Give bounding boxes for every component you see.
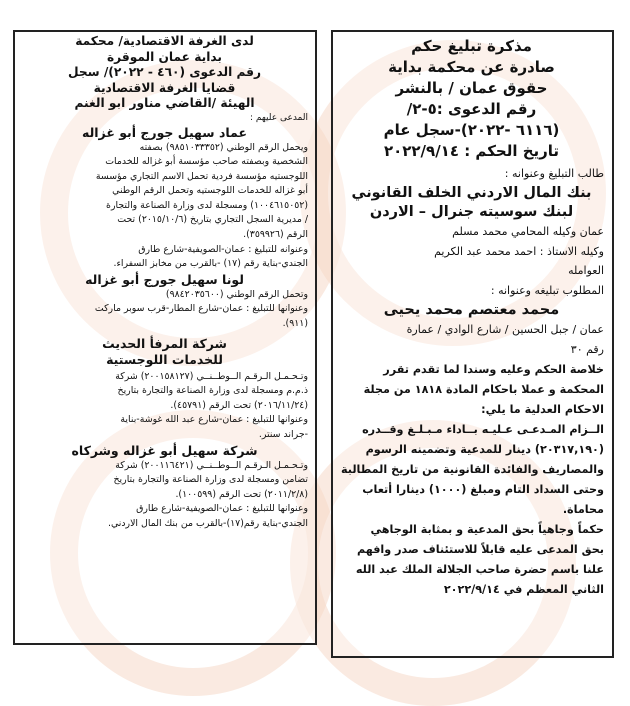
title-line: لدى الغرفة الاقتصادية/ محكمة bbox=[75, 34, 254, 48]
name-line: بنك المال الاردني الخلف القانوني bbox=[351, 184, 592, 201]
defendant-details bbox=[21, 459, 308, 532]
address-line: الجندي-بناية رقم (١٧) -بالقرب من مخابز السفراء. bbox=[113, 258, 308, 270]
target-name: محمد معتصم محمد يحيى bbox=[383, 301, 560, 318]
summary-line: الاحكام العدلية ما يلي: bbox=[481, 402, 604, 416]
title-line: صادرة عن محكمة بداية bbox=[388, 58, 555, 76]
defendant-name: لونا سهيل جورج أبو غزاله bbox=[85, 271, 244, 287]
detail-line: وتحمل الرقم الوطني (٩٨٤٢٠٣٥٦٠٠) bbox=[165, 288, 308, 300]
ruling-line: (٢٠٣١٧,١٩٠) دينار للمدعية وتضمينه الرسوم bbox=[365, 442, 604, 456]
agent-line: عمان وكيله المحامي محمد مسلم bbox=[452, 224, 604, 238]
address-line: وعنوانها للتبليغ : عمان-شارع عبد الله غوشة-بناية bbox=[120, 414, 308, 426]
name-line: للخدمات اللوجستية bbox=[106, 351, 223, 367]
ruling-line: محاماة. bbox=[562, 502, 604, 516]
judgment-notice-box bbox=[331, 30, 614, 658]
detail-line: وعنوانها للتبليغ : عمان-شارع المطار-قرب سوبر ماركت bbox=[94, 303, 308, 315]
agent-line: العوامله bbox=[568, 264, 604, 278]
agent-line: وكيله الاستاذ : احمد محمد عبد الكريم bbox=[434, 244, 604, 258]
detail-line: (٢٠١٦/١١/٢٤) تحت الرقم (٤٥٧٩١). bbox=[170, 399, 308, 411]
title-line: مذكرة تبليغ حكم bbox=[411, 37, 532, 55]
defendant-company-name: شركة سهيل أبو غزاله وشركاه bbox=[71, 442, 258, 458]
ruling-text bbox=[339, 420, 604, 520]
title-line: رقم الدعوى (٤٦٠ - ٢٠٢٢)/ سجل bbox=[67, 65, 262, 79]
detail-line: (٩١١). bbox=[282, 318, 308, 330]
closing-line: الثاني المعظم في ٢٠٢٢/٩/١٤ bbox=[443, 582, 604, 596]
name-line: لبنك سوسيته جنرال – الاردن bbox=[369, 203, 574, 220]
detail-line: / مديرية السجل التجاري بتاريخ (٢٠١٥/١٠/٦) تحت bbox=[117, 214, 308, 226]
detail-line: اللوجستيه مؤسسة فردية تحمل الاسم التجاري مؤسسة bbox=[95, 170, 308, 182]
address-line: وعنوانها للتبليغ : عمان-الصويفية-شارع طارق bbox=[136, 503, 308, 515]
address-line: -جراند سنتر. bbox=[258, 429, 308, 440]
address-line: رقم ٣٠ bbox=[570, 342, 604, 356]
target-address bbox=[339, 320, 604, 360]
address-line: وعنوانه للتبليغ : عمان-الصويفية-شارع طارق bbox=[138, 243, 308, 255]
detail-line: تضامن ومسجلة لدى وزارة الصناعة والتجارة بتاريخ bbox=[113, 474, 308, 486]
detail-line: أبو غزاله للخدمات اللوجستيه وتحمل الرقم الوطني bbox=[112, 185, 308, 197]
title-line: حقوق عمان / بالنشر bbox=[395, 79, 548, 97]
title-line: قضايا الغرفة الاقتصادية bbox=[93, 80, 236, 95]
detail-line: (١٠٠٤٦١٥٠٥٢) ومسجلة لدى وزارة الصناعة والتجارة bbox=[106, 199, 308, 211]
ruling-line: والمصاريف والفائدة القانونية من تاريخ المطالبة bbox=[340, 462, 604, 476]
requester-label: طالب التبليغ وعنوانه : bbox=[504, 167, 604, 180]
defendant-details bbox=[21, 370, 308, 443]
notice-title bbox=[339, 36, 604, 162]
detail-line: الرقم (٣٥٩٩٢٦). bbox=[243, 229, 308, 241]
address-line: عمان / جبل الحسين / شارع الوادي / عمارة bbox=[406, 322, 604, 336]
title-line: بداية عمان الموقرة bbox=[106, 49, 223, 64]
closing-line: علنا باسم حضرة صاحب الجلالة الملك عبد الله bbox=[355, 562, 604, 576]
closing-text bbox=[339, 520, 604, 600]
defendant-name: عماد سهيل جورج أبو غزاله bbox=[82, 124, 247, 140]
closing-line: بحق المدعى عليه قابلاً للاستئناف صدر وافهم bbox=[356, 542, 604, 556]
economic-chamber-notice-box bbox=[13, 30, 317, 645]
closing-line: حكماً وجاهياً بحق المدعية و بمثابة الوجاهي bbox=[370, 522, 604, 536]
defendant-details bbox=[21, 141, 308, 272]
requester-name bbox=[339, 184, 604, 222]
title-line: الهيئة /القاضي مناور ابو الغنم bbox=[74, 96, 255, 110]
ruling-line: الــزام المـدعـى عـليـه بــاداء مـبـلـغ وقــدره bbox=[362, 422, 604, 436]
title-line: (٦١١٦ -٢٠٢٢)-سجل عام bbox=[383, 121, 560, 139]
title-line: رقم الدعوى :٥-٢/ bbox=[406, 100, 537, 118]
judgment-summary bbox=[339, 360, 604, 420]
notice-title bbox=[21, 34, 308, 112]
defendant-details bbox=[21, 288, 308, 332]
target-label: المطلوب تبليغه وعنوانه : bbox=[490, 284, 604, 298]
defendant-company-name bbox=[21, 336, 308, 368]
detail-line: وتـحـمـل الـرقـم الــوطــنــي (٢٠٠١٥٨١٢٧) شركة bbox=[115, 370, 308, 382]
title-line: تاريخ الحكم : ٢٠٢٢/٩/١٤ bbox=[383, 142, 560, 160]
summary-line: المحكمة و عملا باحكام المادة ١٨١٨ من مجلة bbox=[363, 382, 604, 396]
defendants-label: المدعى عليهم : bbox=[250, 112, 308, 123]
detail-line: وتـحـمـل الـرقـم الــوطــنــي (٢٠٠١١٦٤٢١) شركة bbox=[115, 459, 308, 471]
detail-line: الشخصية وبصفته صاحب مؤسسة أبو غزاله للخدمات bbox=[105, 156, 308, 168]
name-line: شركة المرفأ الحديث bbox=[102, 335, 227, 351]
detail-line: ويحمل الرقم الوطني (٩٨٥١٠٣٣٣٥٢) بصفته bbox=[139, 141, 308, 153]
address-line: الجندي-بناية رقم(١٧)-بالقرب من بنك المال الاردني. bbox=[107, 517, 308, 529]
summary-line: خلاصة الحكم وعليه وسندا لما تقدم تقرر bbox=[383, 362, 604, 376]
detail-line: (٢٠١١/٢/٨) تحت الرقم (١٠٠٥٩٩). bbox=[175, 488, 308, 500]
detail-line: ذ.م.م ومسجلة لدى وزارة الصناعة والتجارة بتاريخ bbox=[117, 385, 308, 397]
ruling-line: وحتى السداد التام ومبلغ (١٠٠٠) دينارا أتعاب bbox=[362, 482, 604, 496]
